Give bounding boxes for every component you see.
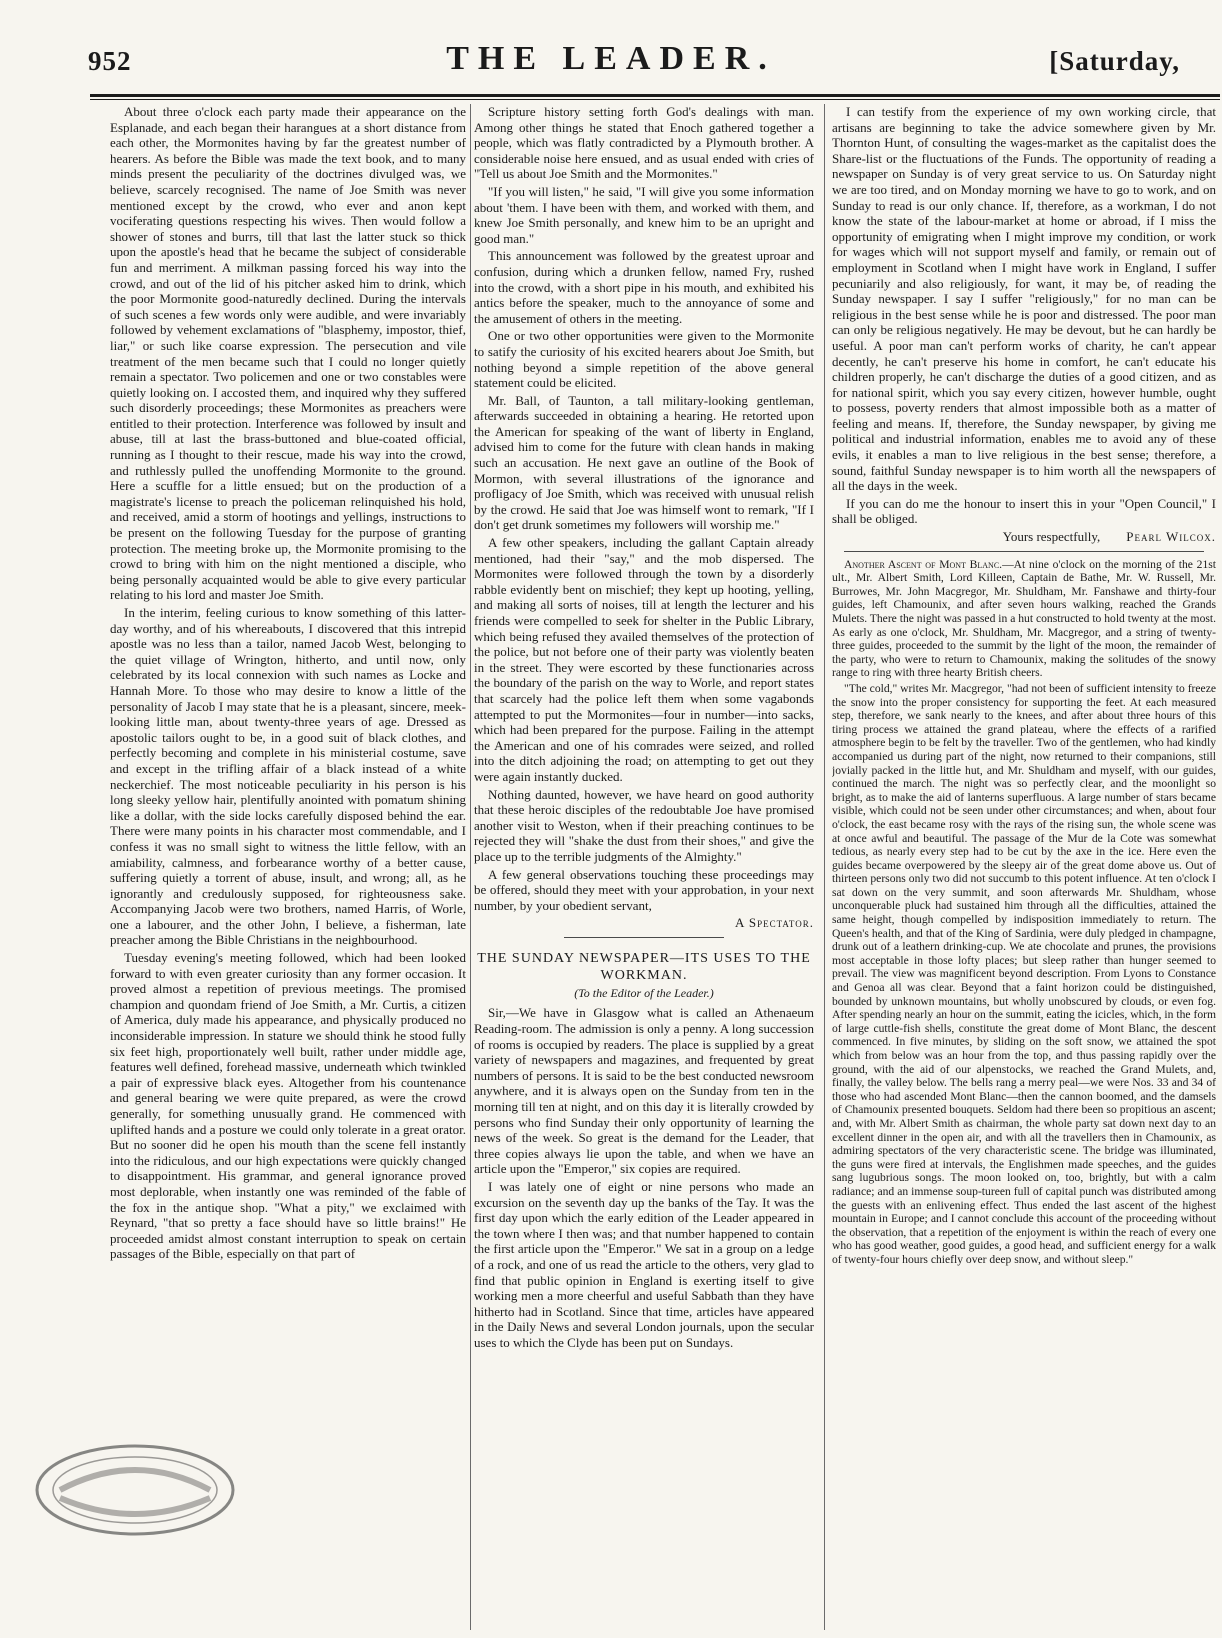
- news-text: —At nine o'clock on the morning of the 21st ult., Mr. Albert Smith, Lord Killeen, Captain de Bathe, Mr. W. Russell, Mr. Burrowes, Mr. John Macgregor, Mr. Shuldham, Mr. Fanshawe and thirty-four guides, left Chamounix, and after seven hours walking, reached the Grands Mulets. There the night was passed in a hut constructed to hold twenty at the most. As early as one o'clock, Mr. Shuldham, Mr. Macgregor, and a string of twenty-three guides, proceeded to the summit by the light of the moon, the remainder of the party, who were to return to Chamounix, making the solitudes of the snowy range to ring with three hearty British cheers.: [832, 557, 1216, 680]
- news-item: [832, 558, 1216, 1267]
- body-paragraph: One or two other opportunities were given to the Mormonite to satify the curiosity of his excited hearers about Joe Smith, but nothing beyond a simple repetition of the above general statement could be elicited.: [474, 328, 814, 391]
- letter-signature: [474, 915, 814, 931]
- news-lead-in: Another Ascent of Mont Blanc.: [844, 557, 1003, 571]
- closing-text: Yours respectfully,: [1002, 529, 1101, 545]
- column-divider: [824, 104, 825, 1630]
- newspaper-title: THE LEADER.: [446, 40, 776, 77]
- body-paragraph: Mr. Ball, of Taunton, a tall military-looking gentleman, afterwards succeeded in obtaining a hearing. He retorted upon the American for speaking of the want of liberty in England, advised him to come for the future with clean hands in making such an accusation. He next gave an outline of the Book of Mormon, with several illustrations of the ignorance and profligacy of Joe Smith, which was received with unusual relish by the crowd. He said that Joe was himself wont to remark, "If I don't get drunk sometimes my followers will worship me.": [474, 392, 814, 533]
- issue-day: [Saturday,: [1049, 46, 1180, 76]
- page-number: 952: [88, 46, 132, 76]
- library-stamp-image: [30, 1440, 240, 1540]
- body-paragraph: About three o'clock each party made their appearance on the Esplanade, and each began their harangues at a short distance from each other, the Mormonites having by far the greatest number of hearers. As before the Bible was made the text book, and to many minds present the peculiarity of the doctrines divulged was, we believe, scarcely recognised. The name of Joe Smith was never mentioned except by the crowd, who ever and anon kept vociferating questions respecting his wives. Then would follow a shower of stones and burrs, till that last the latter stuck so thick upon the apostle's head that he became the subject of considerable fun and merriment. A milkman passing forced his way into the crowd, and out of the lid of his pitcher asked him to drink, which the poor Mormonite good-naturedly declined. During the intervals of such scenes a few words only were audible, and were invariably followed by vehement exclamations of "blasphemy, impostor, thief, liar," or such like coarse expression. The persecution and vile treatment of the men became such that I could no longer quietly remain a spectator. Two policemen and one or two constables were quietly looking on. I accosted them, and inquired why they suffered such disorderly proceedings; these Mormonites as preachers were entitled to their protection. Interference was followed by insult and abuse, till at last the brass-buttoned and blue-coated official, running as I thought to their rescue, made his way into the crowd, and ruthlessly pulled the unoffending Mormonite to the ground. Here a scuffle for a little ensued; but on the production of a magistrate's license to preach the policeman relinquished his hold, and received, amid a storm of hootings and yellings, instructions to be present on the following Tuesday for the purpose of granting protection. The meeting broke up, the Mormonite promising to the crowd to bring with him on the night mentioned a disciple, who being personally acquainted would be able to give every particular relating to his lord and master Joe Smith.: [110, 104, 466, 603]
- news-paragraph: "The cold," writes Mr. Macgregor, "had not been of sufficient intensity to freeze the snow into the proper consistency for supporting the feet. At each measured step, therefore, we sank nearly to the knees, and after about three hours of this tiring process we attained the grand plateau, where the effects of a rarified atmosphere begin to be felt by the traveller. Two of the gentlemen, who had kindly accompanied us during part of the night, now returned to their companions, still jovially packed in the little hut, and Mr. Shuldham and myself, with our guides, continued the march. The night was so perfectly clear, and the moonlight so bright, as to make the aid of lanterns superfluous. A large number of stars became visible, which could not be seen under other circumstances; and when, about four o'clock, the east became rosy with the rays of the rising sun, the whole scene was at once awful and beautiful. The passage of the Mur de la Cote was somewhat tedious, as nearly every step had to be cut by the axe in the ice. Here even the guides became overpowered by the sleepy air of the great dome above us. Out of thirteen persons only two did not succumb to this potent influence. At ten o'clock I sat down on the very summit, and soon afterwards Mr. Shuldham, whose unconquerable pluck had sustained him through all the difficulties, attained the same height, though compelled by indisposition immediately to return. The Queen's health, and that of the King of Sardinia, were duly pledged in champagne, drunk out of a leathern drinking-cup. We ate chocolate and prunes, the provisions most acceptable in those lofty places; but sleep rather than hunger seemed to prevail. The view was magnificent beyond description. From Lyons to Constance and Genoa all was clear. Beyond that a faint horizon could be distinguished, bounded by unknown mountains, but wholly unobscured by clouds, or even fog. After spending nearly an hour on the summit, eating the icicles, which, in the form of large cuttle-fish shells, constitute the great dome of Mont Blanc, the descent commenced. In five minutes, by sliding on the soft snow, we attained the spot which from below was an hour from the top, and thus passing rapidly over the ground, with the aid of our alpenstocks, we reached the Grand Mulets, and, finally, the valley below. The bells rang a merry peal—we were Nos. 33 and 34 of those who had ascended Mont Blanc—then the cannon boomed, and the damsels of Chamounix presented bouquets. Seldom had there been so propitious an ascent; and, with Mr. Albert Smith as chairman, the whole party sat down next day to an excellent dinner in the open air, and with all the travellers then in Chamounix, as admiring spectators of the very characteristic scene. The bridge was illuminated, the guns were fired at intervals, the Englishmen made speeches, and the guides sang lugubrious songs. The moon looked on, too, brightly, but with a calm radiance; and an immense soup-tureen full of capital punch was distributed among the guests with an enlivening effect. Thus ended the last ascent of the highest mountain in Europe; and I cannot conclude this account of the proceeding without the observation, that a repetition of the enjoyment is within the reach of every one who has good weather, good guides, a good head, and sufficient energy for a walk of twenty-four hours chiefly over deep snow, and without sleep.": [832, 681, 1216, 1266]
- article-subheadline: (To the Editor of the Leader.): [574, 985, 714, 1000]
- body-paragraph: A few other speakers, including the gallant Captain already mentioned, had their "say," and the mob dispersed. The Mormonites were followed through the town by a disorderly rabble evidently bent on mischief; they kept up hooting, yelling, and making all sorts of noises, till at length the lecturer and his friends were compelled to seek for shelter in the Public Library, which being refused they availed themselves of the protection of the police, but not before one of their party was violently beaten in the street. They were escorted by these functionaries across the boundary of the parish on the way to Worle, and report states that scarcely had the police left them when some vagabonds attempted to put the Mormonites—four in number—into sacks, which had been prepared for the purpose. Failing in the attempt the American and one of his comrades were seized, and rolled into the ditch adjoining the road; on attempting to get out they were again instantly ducked.: [474, 535, 814, 784]
- body-paragraph: I can testify from the experience of my own working circle, that artisans are beginning to take the advice somewhere given by Mr. Thornton Hunt, of consulting the wages-market as the capitalist does the Share-list or the fluctuations of the Funds. The opportunity of reading a newspaper on Sunday is of very great service to us. On Saturday night we are too tired, and on Monday morning we have to go to work, and on Sunday to read is our only chance. If, therefore, as a workman, I do not know the state of the labour-market at home or abroad, if I miss the opportunity of emigrating when I might improve my condition, or work for wages which will not support myself and family, or remain out of employment in Scotland when I might have work in England, I suffer pecuniarily and also religiously, for want, it may be, of reading the Sunday newspaper. I say I suffer "religiously," for no man can be religious in the best sense while he is poor and distressed. The poor man can only be religious negatively. He may be devout, but he can hardly be useful. A poor man can't perform works of charity, he can't appear decently, he can't preserve his home in comfort, he can't educate his children properly, he can't discharge the duties of a good citizen, and as for national spirit, which you say every citizen, however humble, ought to possess, poverty renders that almost impossible both as a matter of feeling and means. If, therefore, the Sunday newspaper, by giving me political and industrial information, enables me to avoid any of these evils, it enables a man to live religious in the best sense; therefore, a sound, faithful Sunday newspaper is to him worth all the newspapers of all the days in the week.: [832, 104, 1216, 494]
- body-paragraph: If you can do me the honour to insert this in your "Open Council," I shall be obliged.: [832, 495, 1216, 527]
- body-paragraph: Scripture history setting forth God's dealings with man. Among other things he stated that Enoch gathered together a people, which was flatly contradicted by a Plymouth brother. A considerable noise here ensued, and as usual ended with cries of "Tell us about Joe Smith and the Mormonites.": [474, 104, 814, 182]
- body-paragraph: Tuesday evening's meeting followed, which had been looked forward to with even greater curiosity than any former occasion. It proved almost a repetition of previous meetings. The promised champion and quondam friend of Joe Smith, a Mr. Curtis, a citizen of America, duly made his appearance, and physically produced no inconsiderable impression. In stature we should think he stood fully six feet high, proportionately well built, rather under middle age, features well defined, forehead massive, underneath which twinkled a pair of expressive black eyes. Altogether from his countenance and general bearing we were quite prepared, as were the crowd generally, for something unusually grand. He commenced with uplifted hands and a posture we could only tolerate in a great orator. But no sooner did he open his mouth than the scene fell instantly into the ridiculous, and our high expectations were quickly changed to disappointment. His grammar, and general ignorance proved most deplorable, when instantly one was reminded of the fable of the fox in the antique shop. "What a pity," we exclaimed with Reynard, "that so pretty a face should have so little brains!" He proceeded amidst almost constant interruption to speak on certain passages of the Bible, especially on that part of: [110, 950, 466, 1262]
- signature-name: Pearl Wilcox.: [1126, 529, 1216, 545]
- body-paragraph: A few general observations touching these proceedings may be offered, should they meet with your approbation, in your next number, by your obedient servant,: [474, 866, 814, 913]
- body-paragraph: I was lately one of eight or nine persons who made an excursion on the seventh day up the banks of the Tay. It was the first day upon which the early edition of the Leader appeared in the town where I then was; and that number happened to contain the first article upon the "Emperor." We sat in a group on a ledge of a rock, and one of us read the article to the others, very glad to find that public opinion in England is exerting itself to give working men a more cheerful and useful Sabbath than they have hitherto had in Scotland. Since that time, articles have appeared in the Daily News and several London journals, upon the secular uses to which the Clyde has been put on Sundays.: [474, 1179, 814, 1350]
- body-paragraph: This announcement was followed by the greatest uproar and confusion, during which a drunken fellow, named Fry, rushed into the crowd, with a short pipe in his mouth, and exhibited his antics before the speaker, much to the annoyance of some and the amusement of others in the meeting.: [474, 248, 814, 326]
- letter-closing: [832, 529, 1216, 545]
- column-2: [474, 104, 814, 1634]
- masthead-rule-thick: [90, 94, 1220, 97]
- body-paragraph: Sir,—We have in Glasgow what is called an Athenaeum Reading-room. The admission is only a penny. A long succession of rooms is occupied by readers. The place is supplied by a great variety of newspapers and magazines, and frequented by great numbers of persons. It is said to be the best conducted newsroom anywhere, and it is always open on the Sunday from ten in the morning till ten at night, and on this day it is literally crowded by persons who find Sunday their only opportunity of learning the news of the week. So great is the demand for the Leader, that three copies always lie upon the table, and when we have an article upon the "Emperor," six copies are required.: [474, 1005, 814, 1177]
- column-1: [110, 104, 466, 1634]
- masthead-rule-thin: [90, 99, 1220, 100]
- column-3: [832, 104, 1216, 1634]
- body-paragraph: In the interim, feeling curious to know something of this latter-day worthy, and of his whereabouts, I discovered that this intrepid apostle was no less than a tailor, named Jacob West, belonging to the quiet village of Wrington, hitherto, and until now, only celebrated by its local connexion with such names as Locke and Hannah More. To those who may desire to know a little of the personality of Jacob I may state that he is a pleasant, sincere, meek-looking little man, about twenty-three years of age. Dressed as apostolic tailors ought to be, in a good suit of black clothes, and perfectly becoming and complete in his ministerial costume, save and except in the trifling affair of a black instead of a white neckerchief. The most noticeable peculiarity in his person is his long sleeky yellow hair, plentifully anointed with pomatum shining like a dollar, with the side locks carefully disposed behind the ear. There were many points in his character most commendable, and I confess it was no small sight to witness the little fellow, with an amiability, calmness, and forbearance worthy of a better cause, suffering quietly a torrent of abuse, insult, and wrong; all, as he ignorantly and credulously supposed, for righteousness sake. Accompanying Jacob were two brothers, named Harris, of Worle, one a labourer, and the other John, I believe, a fisherman, late preacher among the Bible Christians in the neighbourhood.: [110, 605, 466, 948]
- body-paragraph: Nothing daunted, however, we have heard on good authority that these heroic disciples of the redoubtable Joe have promised another visit to Weston, when if their preaching continues to be rejected they will "shake the dust from their shoes," and give the place up to the terrible judgments of the Almighty.": [474, 786, 814, 864]
- section-rule: [564, 937, 724, 938]
- news-paragraph: [832, 558, 1216, 680]
- signature-name: A Spectator.: [734, 915, 814, 931]
- section-rule: [844, 551, 1204, 552]
- column-divider: [470, 104, 471, 1630]
- body-paragraph: "If you will listen," he said, "I will give you some information about 'them. I have been with them, and worked with them, and knew Joe Smith personally, and knew him to be an upright and good man.": [474, 183, 814, 246]
- article-headline: THE SUNDAY NEWSPAPER—ITS USES TO THE WORKMAN.: [477, 950, 811, 983]
- masthead: [0, 0, 1222, 100]
